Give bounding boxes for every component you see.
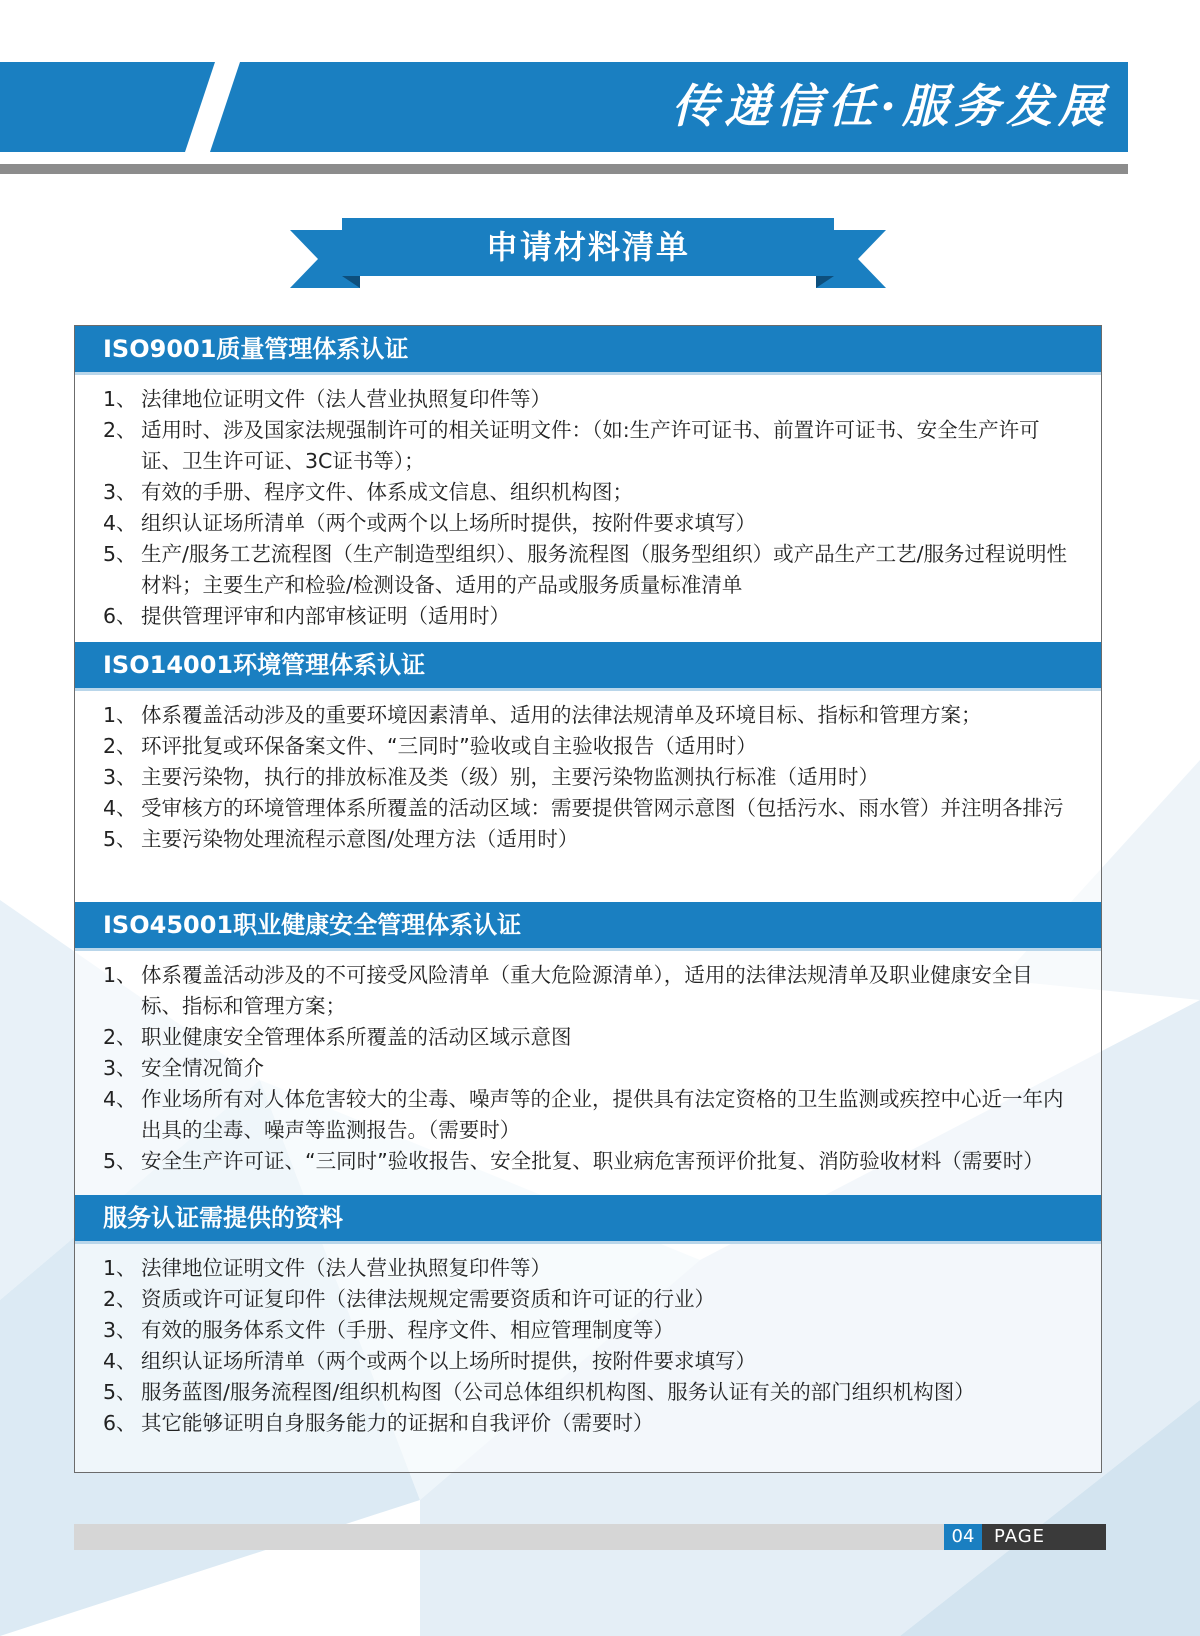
item-number: 4、 [103, 1349, 137, 1373]
item-number: 3、 [103, 1056, 137, 1080]
section-list-service [103, 1253, 1073, 1439]
item-text: 主要污染物，执行的排放标准及类（级）别，主要污染物监测执行标准（适用时） [141, 765, 879, 789]
list-item [103, 1084, 1073, 1146]
list-item [103, 539, 1073, 601]
list-item [103, 415, 1073, 477]
item-text: 其它能够证明自身服务能力的证据和自我评价（需要时） [141, 1411, 654, 1435]
item-text: 提供管理评审和内部审核证明（适用时） [141, 604, 510, 628]
item-number: 3、 [103, 1318, 137, 1342]
list-item [103, 1346, 1073, 1377]
list-item [103, 508, 1073, 539]
page-number: 04 [944, 1524, 982, 1550]
item-number: 6、 [103, 604, 137, 628]
list-item [103, 384, 1073, 415]
item-number: 1、 [103, 1256, 137, 1280]
item-text: 适用时、涉及国家法规强制许可的相关证明文件：（如:生产许可证书、前置许可证书、安全生产许可证、卫生许可证、3C证书等）； [141, 418, 1040, 473]
list-item [103, 477, 1073, 508]
item-text: 服务蓝图/服务流程图/组织机构图（公司总体组织机构图、服务认证有关的部门组织机构图） [141, 1380, 975, 1404]
section-list-iso9001 [103, 384, 1073, 632]
item-number: 6、 [103, 1411, 137, 1435]
list-item [103, 793, 1073, 824]
section-title-iso45001: ISO45001职业健康安全管理体系认证 [75, 902, 1101, 948]
item-number: 5、 [103, 542, 137, 566]
item-number: 1、 [103, 387, 137, 411]
item-text: 法律地位证明文件（法人营业执照复印件等） [141, 1256, 551, 1280]
materials-list-box [74, 325, 1102, 1473]
section-title-iso14001: ISO14001环境管理体系认证 [75, 642, 1101, 688]
item-number: 3、 [103, 480, 137, 504]
item-number: 2、 [103, 418, 137, 442]
list-item [103, 1253, 1073, 1284]
item-number: 4、 [103, 1087, 137, 1111]
page-indicator [944, 1524, 1106, 1550]
item-text: 法律地位证明文件（法人营业执照复印件等） [141, 387, 551, 411]
item-number: 1、 [103, 703, 137, 727]
item-number: 4、 [103, 796, 137, 820]
item-text: 组织认证场所清单（两个或两个以上场所时提供，按附件要求填写） [141, 511, 756, 535]
item-text: 有效的服务体系文件（手册、程序文件、相应管理制度等） [141, 1318, 674, 1342]
list-item [103, 1284, 1073, 1315]
item-number: 5、 [103, 1380, 137, 1404]
page-label: PAGE [994, 1526, 1046, 1547]
section-title-iso9001: ISO9001质量管理体系认证 [75, 326, 1101, 372]
list-item [103, 1146, 1073, 1177]
item-number: 2、 [103, 1025, 137, 1049]
page-title: 申请材料清单 [342, 218, 834, 276]
item-text: 组织认证场所清单（两个或两个以上场所时提供，按附件要求填写） [141, 1349, 756, 1373]
item-number: 2、 [103, 734, 137, 758]
item-text: 主要污染物处理流程示意图/处理方法（适用时） [141, 827, 579, 851]
item-number: 4、 [103, 511, 137, 535]
item-number: 5、 [103, 1149, 137, 1173]
item-number: 5、 [103, 827, 137, 851]
item-text: 安全生产许可证、“三同时”验收报告、安全批复、职业病危害预评价批复、消防验收材料（需要时） [141, 1149, 1044, 1173]
list-item [103, 1408, 1073, 1439]
item-number: 2、 [103, 1287, 137, 1311]
list-item [103, 1377, 1073, 1408]
section-title-service: 服务认证需提供的资料 [75, 1195, 1101, 1241]
item-text: 受审核方的环境管理体系所覆盖的活动区域：需要提供管网示意图（包括污水、雨水管）并注明各排污 [141, 796, 1064, 820]
item-text: 环评批复或环保备案文件、“三同时”验收或自主验收报告（适用时） [141, 734, 757, 758]
list-item [103, 1022, 1073, 1053]
item-number: 3、 [103, 765, 137, 789]
item-text: 体系覆盖活动涉及的重要环境因素清单、适用的法律法规清单及环境目标、指标和管理方案； [141, 703, 982, 727]
item-text: 安全情况简介 [141, 1056, 264, 1080]
section-list-iso14001 [103, 700, 1073, 855]
list-item [103, 700, 1073, 731]
item-text: 有效的手册、程序文件、体系成文信息、组织机构图； [141, 480, 633, 504]
item-number: 1、 [103, 963, 137, 987]
list-item [103, 960, 1073, 1022]
item-text: 体系覆盖活动涉及的不可接受风险清单（重大危险源清单），适用的法律法规清单及职业健康安全目标、指标和管理方案； [141, 963, 1033, 1018]
list-item [103, 731, 1073, 762]
item-text: 作业场所有对人体危害较大的尘毒、噪声等的企业，提供具有法定资格的卫生监测或疾控中心近一年内出具的尘毒、噪声等监测报告。（需要时） [141, 1087, 1064, 1142]
list-item [103, 1315, 1073, 1346]
title-ribbon [290, 218, 886, 290]
list-item [103, 824, 1073, 855]
header-slogan: 传递信任·服务发展 [671, 79, 1110, 133]
item-text: 生产/服务工艺流程图（生产制造型组织）、服务流程图（服务型组织）或产品生产工艺/服务过程说明性材料；主要生产和检验/检测设备、适用的产品或服务质量标准清单 [141, 542, 1068, 597]
section-list-iso45001 [103, 960, 1073, 1177]
item-text: 资质或许可证复印件（法律法规规定需要资质和许可证的行业） [141, 1287, 715, 1311]
list-item [103, 601, 1073, 632]
header-grey-rule [0, 164, 1128, 174]
list-item [103, 762, 1073, 793]
list-item [103, 1053, 1073, 1084]
item-text: 职业健康安全管理体系所覆盖的活动区域示意图 [141, 1025, 572, 1049]
